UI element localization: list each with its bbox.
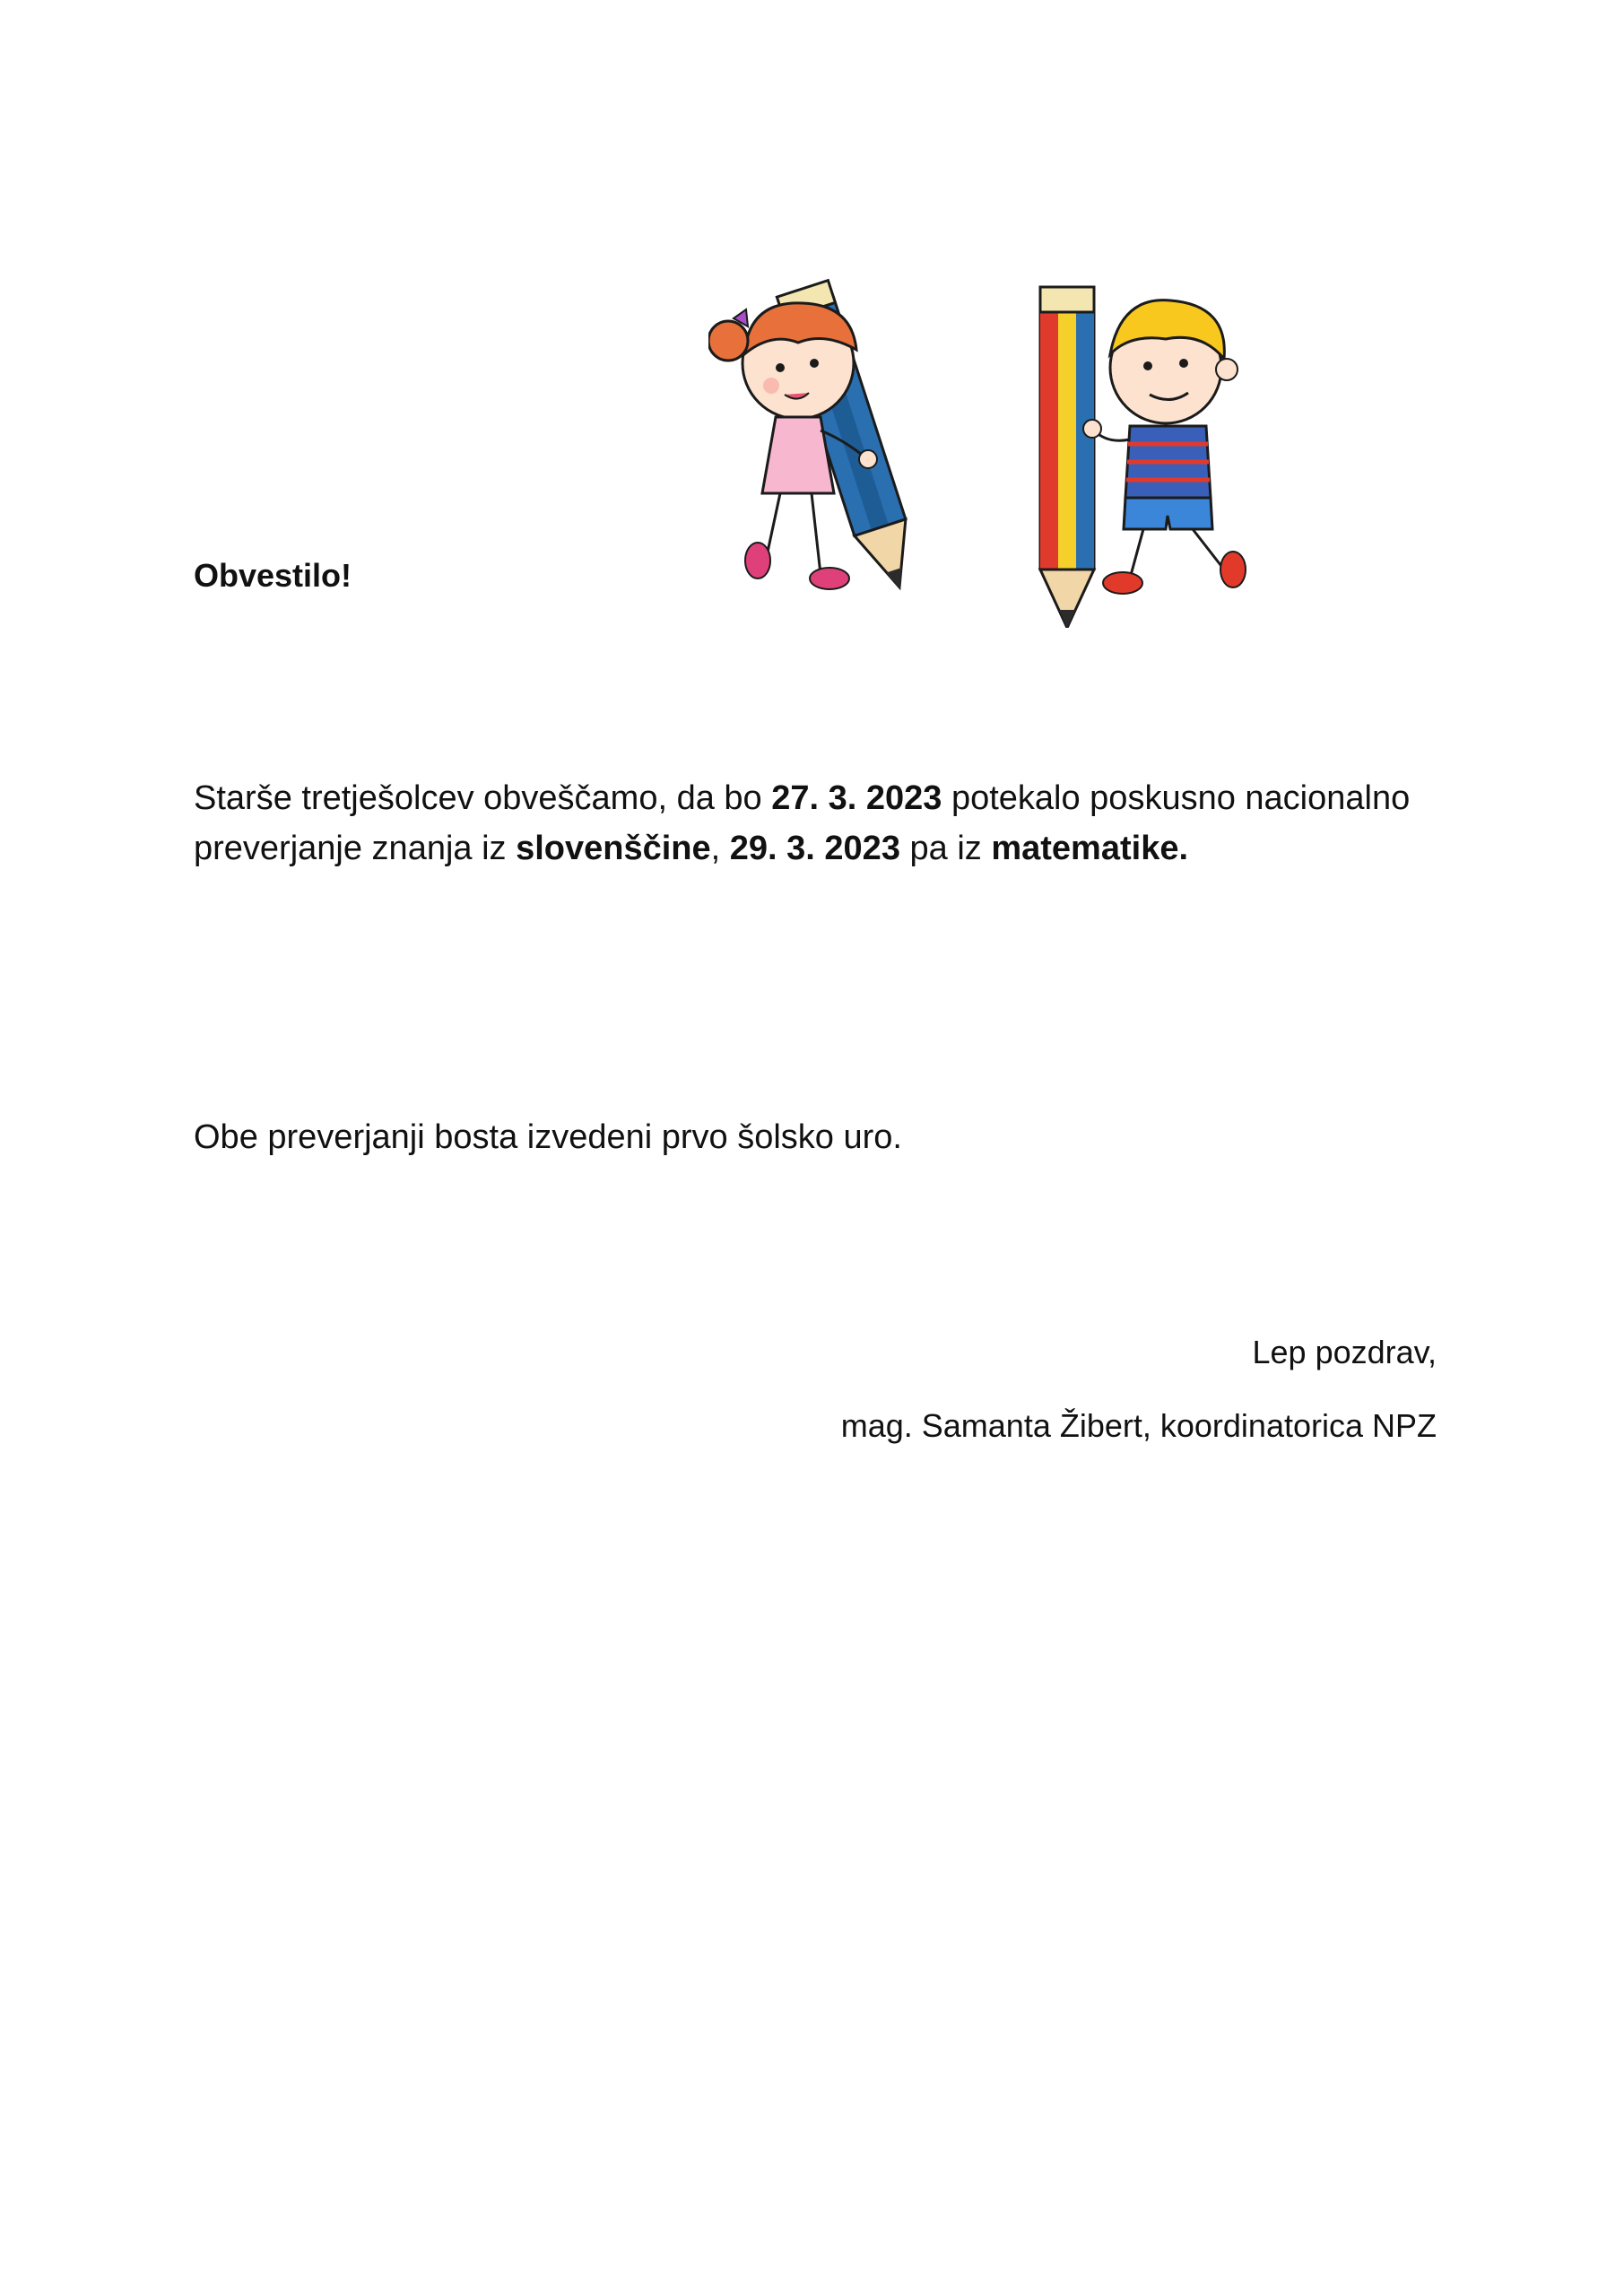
subject-math: matematike. [991,830,1189,867]
paragraph-text: pa iz [899,830,992,867]
boy-figure [1083,300,1246,594]
date-slovenian: 27. 3. 2023 [771,779,942,817]
subject-slovenian: slovenščine [516,830,711,867]
girl-figure [708,303,877,589]
closing-greeting: Lep pozdrav, [1252,1334,1437,1370]
paragraph-text: potekalo poskusno nacionalno preverjanje znanja iz [194,779,1411,867]
date-math: 29. 3. 2023 [729,830,900,867]
paragraph-text: Starše tretješolcev obveščamo, da bo [194,779,772,817]
children-with-pencils-illustration [708,269,1336,628]
paragraph-text: , [710,830,730,867]
announcement-paragraph [194,773,1449,874]
signature: mag. Samanta Žibert, koordinatorica NPZ [840,1407,1437,1444]
page-title: Obvestilo! [194,557,352,594]
striped-pencil-icon [1040,287,1094,628]
schedule-paragraph: Obe preverjanji bosta izvedeni prvo šolsko uro. [194,1118,902,1156]
